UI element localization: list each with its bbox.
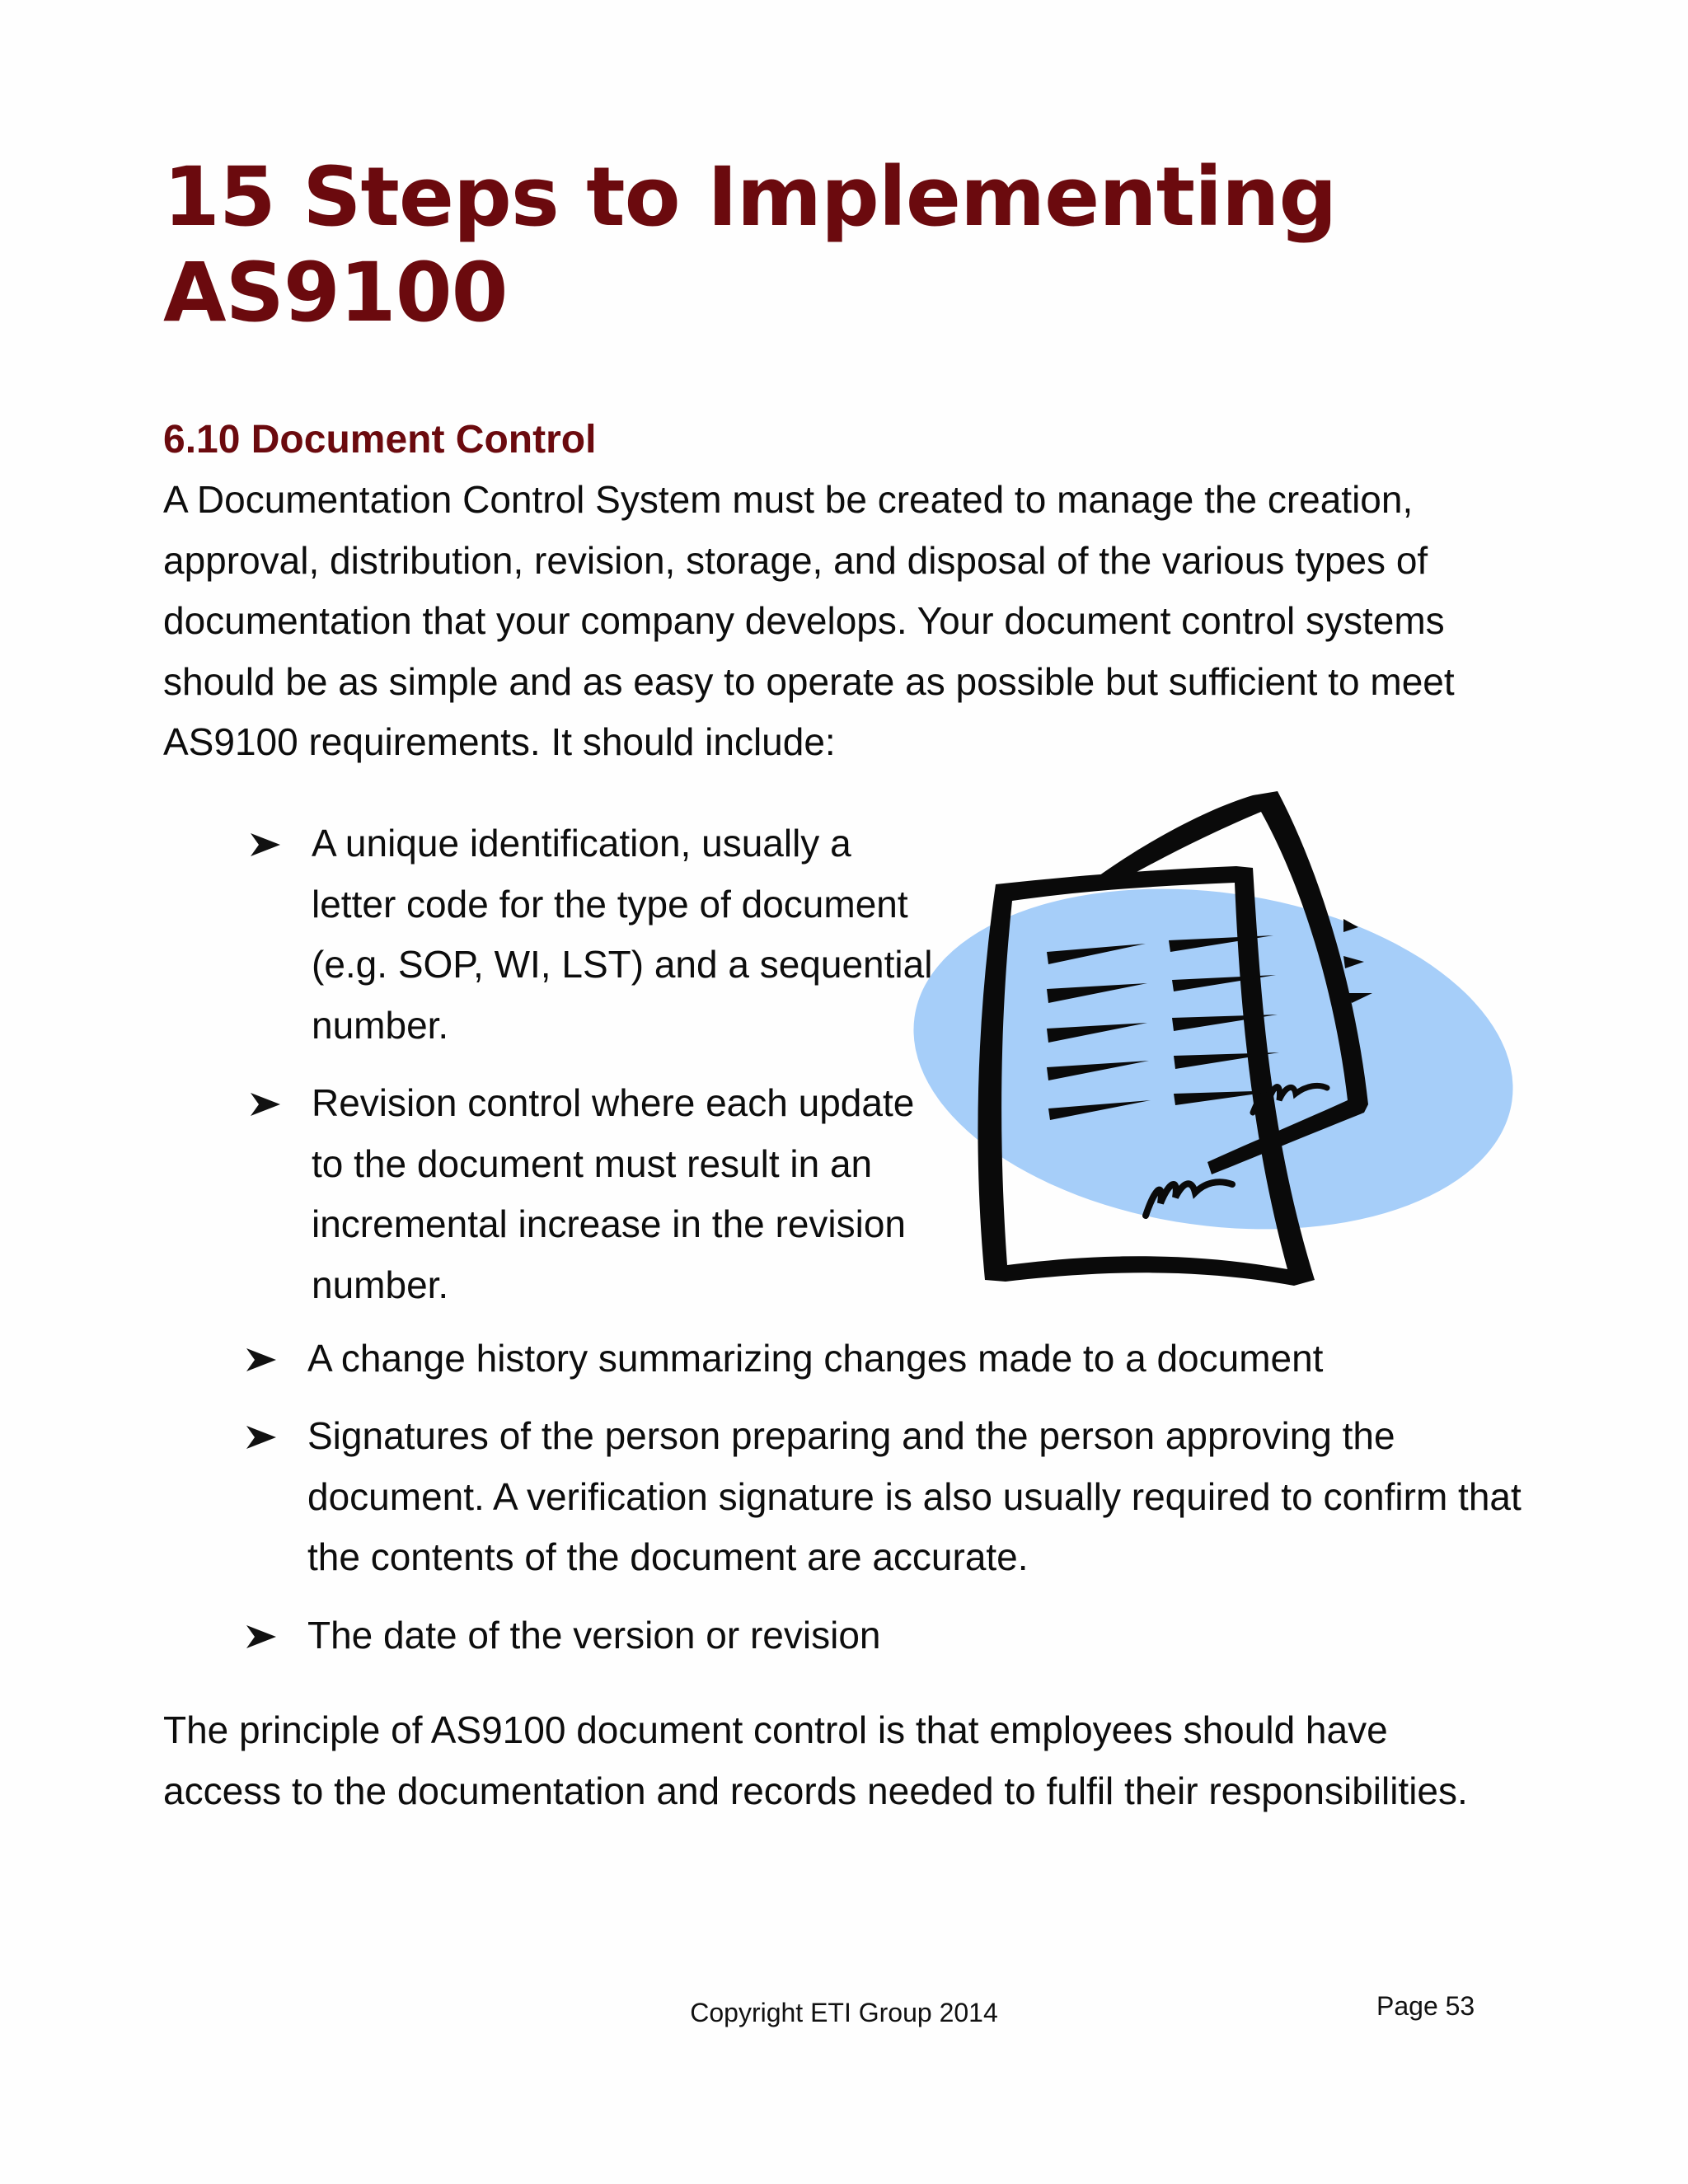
arrowhead-bullet-icon bbox=[249, 832, 282, 858]
arrowhead-bullet-icon bbox=[249, 1091, 282, 1118]
list-item bbox=[312, 1073, 938, 1315]
list-item bbox=[307, 1406, 1544, 1588]
list-item bbox=[312, 813, 938, 1056]
page-title-line-2: AS9100 bbox=[163, 246, 508, 340]
section-heading: 6.10 Document Control bbox=[163, 418, 597, 462]
closing-paragraph: The principle of AS9100 document control is that employees should have access to the documentation and records needed to fulfil their responsibilities. bbox=[163, 1708, 1468, 1812]
arrowhead-bullet-icon bbox=[245, 1624, 278, 1650]
list-item bbox=[307, 1605, 1544, 1666]
arrowhead-bullet-icon bbox=[245, 1347, 278, 1373]
list-item-text: Revision control where each update to the document must result in an incremental increase in the revision number. bbox=[312, 1081, 915, 1306]
intro-paragraph: A Documentation Control System must be created to manage the creation, approval, distribution, revision, storage, and disposal of the various types of documentation that your company develops. Your document control systems should be as simple and as easy to operate as possible but sufficient to meet AS9100 requirements. It should include: bbox=[163, 478, 1455, 764]
page-number: Page 53 bbox=[1376, 1991, 1475, 2021]
list-item-text: Signatures of the person preparing and the person approving the document. A verification signature is also usually required to confirm that the contents of the document are accurate. bbox=[307, 1414, 1522, 1579]
list-item bbox=[307, 1329, 1544, 1390]
list-item-text: A change history summarizing changes made to a document bbox=[307, 1337, 1324, 1380]
list-item-text: A unique identification, usually a letter code for the type of document (e.g. SOP, WI, LST) and a sequential number. bbox=[312, 822, 933, 1047]
footer-copyright: Copyright ETI Group 2014 bbox=[690, 1998, 998, 2027]
page-title bbox=[163, 150, 1400, 341]
documents-clipart-icon bbox=[907, 787, 1517, 1290]
page-title-line-1: 15 Steps to Implementing bbox=[163, 150, 1337, 245]
list-item-text: The date of the version or revision bbox=[307, 1614, 881, 1657]
arrowhead-bullet-icon bbox=[245, 1424, 278, 1451]
